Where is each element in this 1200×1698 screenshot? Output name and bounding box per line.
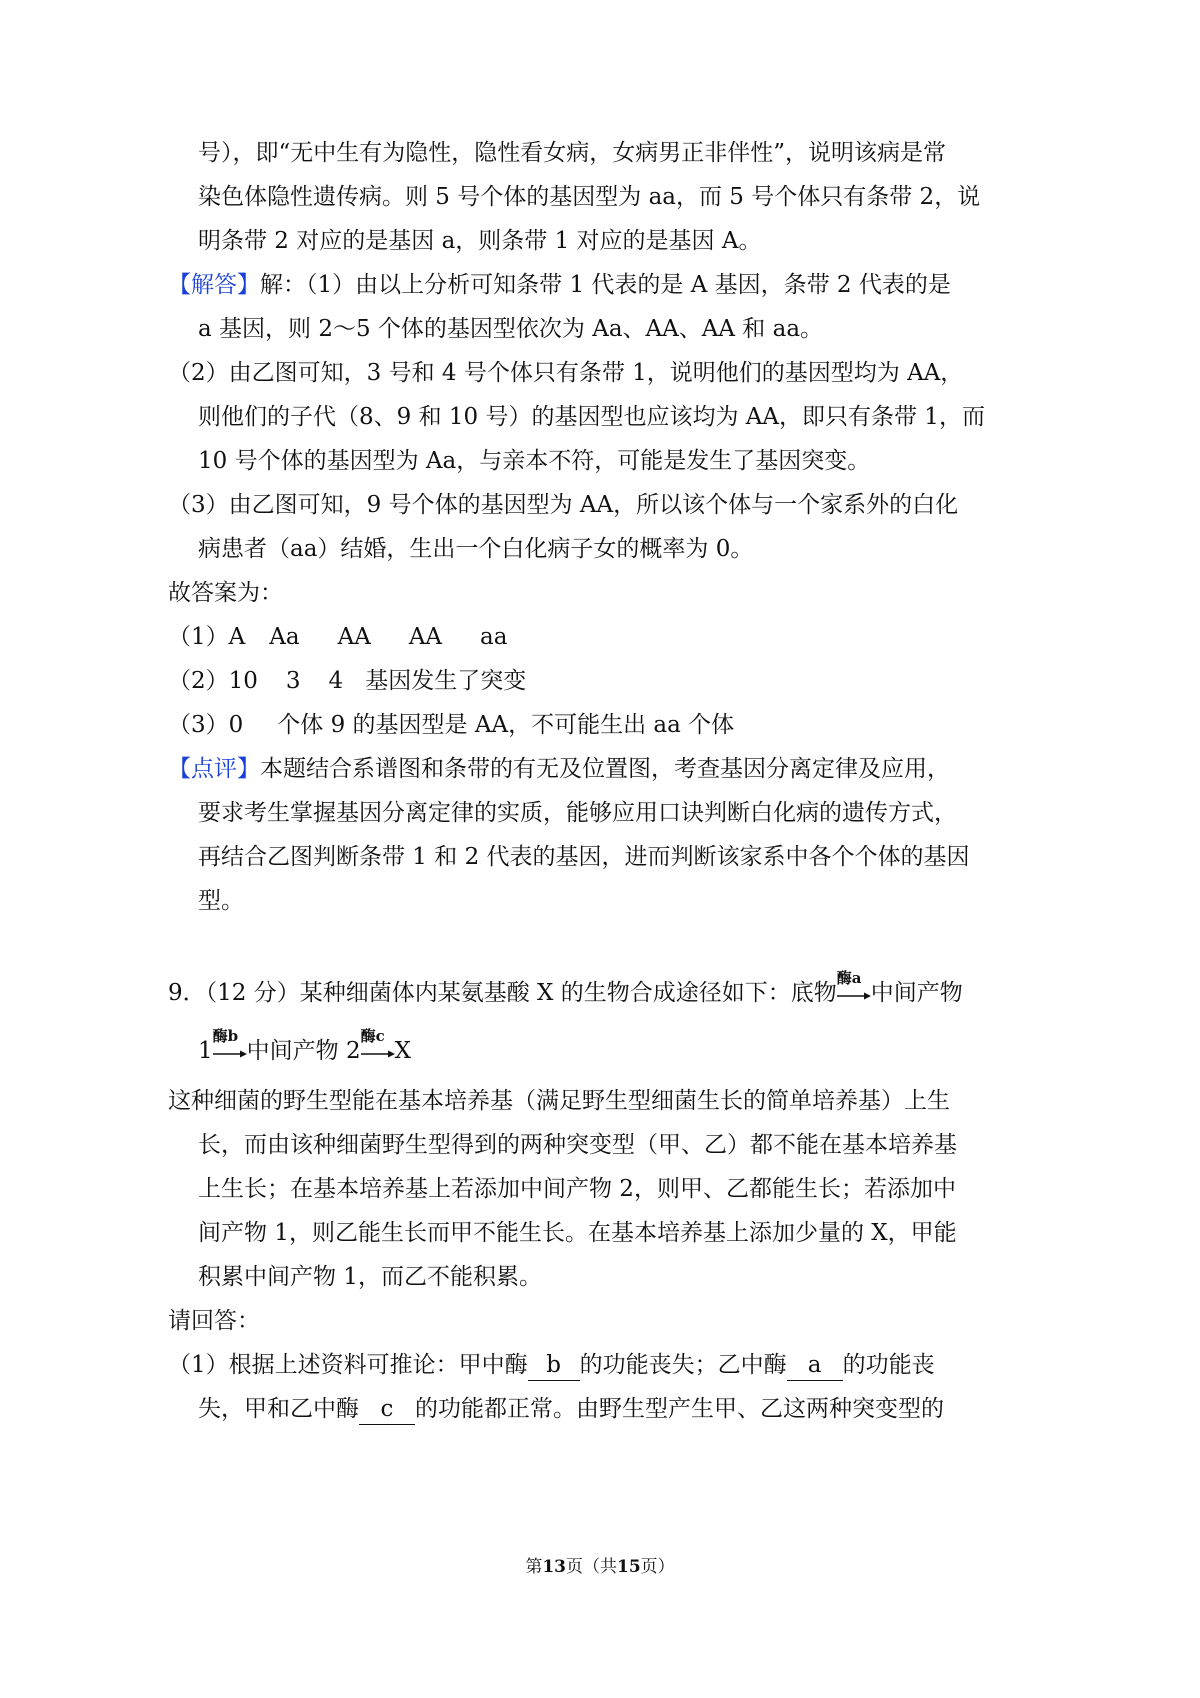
text-line: 积累中间产物 1，而乙不能积累。: [198, 1264, 542, 1290]
page-number: 13: [542, 1557, 566, 1577]
answer-row-3: [168, 709, 734, 741]
answer-blank: a: [787, 1350, 843, 1381]
footer-text: 页）: [640, 1557, 675, 1577]
text-line: 要求考生掌握基因分离定律的实质，能够应用口诀判断白化病的遗传方式，: [198, 800, 957, 826]
text-line: （3）由乙图可知，9 号个体的基因型为 AA，所以该个体与一个家系外的白化: [168, 492, 959, 518]
text-line: 请回答：: [168, 1308, 260, 1334]
answer-item: 3: [285, 668, 301, 694]
question-text: 失，甲和乙中酶: [198, 1396, 359, 1422]
pathway-text: X: [394, 1038, 411, 1064]
text-line: 则他们的子代（8、9 和 10 号）的基因型也应该均为 AA，即只有条带 1，而: [198, 404, 985, 430]
reaction-arrow-enzyme-c: [360, 1027, 395, 1067]
question-9-sub-1: [168, 1349, 935, 1381]
page-total: 15: [617, 1557, 641, 1577]
answer-item: Aa: [269, 624, 300, 650]
pathway-text: 中间产物 2: [246, 1038, 361, 1064]
reaction-arrow-enzyme-a: [836, 969, 871, 1009]
question-9-stem: [168, 969, 963, 1009]
text-line: 染色体隐性遗传病。则 5 号个体的基因型为 aa，而 5 号个体只有条带 2，说: [198, 184, 981, 210]
answer-item: 基因发生了突变: [365, 668, 527, 694]
answer-row-2: [168, 665, 526, 697]
enzyme-a-label: 酶a: [836, 969, 862, 987]
answer-item: AA: [337, 624, 371, 650]
text-line: 上生长；在基本培养基上若添加中间产物 2，则甲、乙都能生长；若添加中: [198, 1176, 956, 1202]
answer-item: aa: [480, 624, 508, 650]
answer-tag: 【解答】: [168, 272, 260, 298]
answer-item: （3）0: [168, 712, 244, 738]
answer-blank: c: [359, 1394, 415, 1425]
comment-text: 本题结合系谱图和条带的有无及位置图，考查基因分离定律及应用，: [260, 756, 950, 782]
answer-item: 4: [328, 668, 344, 694]
text-line: 型。: [198, 888, 244, 914]
text-line: 病患者（aa）结婚，生出一个白化病子女的概率为 0。: [198, 536, 754, 562]
answer-blank: b: [528, 1350, 580, 1381]
text-line: 间产物 1，则乙能生长而甲不能生长。在基本培养基上添加少量的 X，甲能: [198, 1220, 957, 1246]
pathway-text: 中间产物: [870, 980, 963, 1006]
text-line: （2）由乙图可知，3 号和 4 号个体只有条带 1，说明他们的基因型均为 AA，: [168, 360, 964, 386]
page-footer: [0, 1556, 1200, 1578]
answer-text: 解：（1）由以上分析可知条带 1 代表的是 A 基因，条带 2 代表的是: [260, 272, 951, 298]
text-line: 故答案为：: [168, 580, 283, 606]
question-text: （1）根据上述资料可推论：甲中酶: [168, 1352, 528, 1378]
arrow-icon: [361, 1049, 395, 1059]
text-line: 长，而由该种细菌野生型得到的两种突变型（甲、乙）都不能在基本培养基: [198, 1132, 957, 1158]
answer-item: （2）10: [168, 668, 258, 694]
enzyme-b-label: 酶b: [212, 1027, 239, 1045]
answer-item: AA: [408, 624, 443, 650]
text-line: 10 号个体的基因型为 Aa，与亲本不符，可能是发生了基因突变。: [198, 448, 871, 474]
question-text: 的功能都正常。由野生型产生甲、乙这两种突变型的: [415, 1396, 944, 1422]
question-text: 的功能丧失；乙中酶: [579, 1352, 787, 1378]
text-line: a 基因，则 2～5 个体的基因型依次为 Aa、AA、AA 和 aa。: [198, 316, 824, 342]
footer-text: 第: [525, 1557, 543, 1577]
arrow-icon: [837, 991, 871, 1001]
text-line: 这种细菌的野生型能在基本培养基（满足野生型细菌生长的简单培养基）上生: [168, 1088, 950, 1114]
answer-item: 个体 9 的基因型是 AA，不可能生出 aa 个体: [277, 712, 735, 738]
answer-item: （1）A: [168, 624, 246, 650]
arrow-icon: [213, 1049, 247, 1059]
text-line: 再结合乙图判断条带 1 和 2 代表的基因，进而判断该家系中各个个体的基因: [198, 844, 970, 870]
comment-tag: 【点评】: [168, 756, 260, 782]
answer-row-1: [168, 621, 507, 653]
pathway-text: 1: [198, 1038, 213, 1064]
comment-line: [168, 753, 950, 785]
footer-text: 页（共: [566, 1557, 617, 1577]
question-stem-text: 9．（12 分）某种细菌体内某氨基酸 X 的生物合成途径如下：底物: [168, 980, 837, 1006]
reaction-arrow-enzyme-b: [212, 1027, 247, 1067]
text-line: 明条带 2 对应的是基因 a，则条带 1 对应的是基因 A。: [198, 228, 762, 254]
question-text: 的功能丧: [842, 1352, 935, 1378]
enzyme-c-label: 酶c: [360, 1027, 385, 1045]
question-9-sub-1-cont: [198, 1393, 944, 1425]
answer-line: [168, 269, 951, 301]
question-9-pathway: [198, 1027, 411, 1067]
text-line: 号），即“无中生有为隐性，隐性看女病，女病男正非伴性”，说明该病是常: [198, 140, 947, 166]
